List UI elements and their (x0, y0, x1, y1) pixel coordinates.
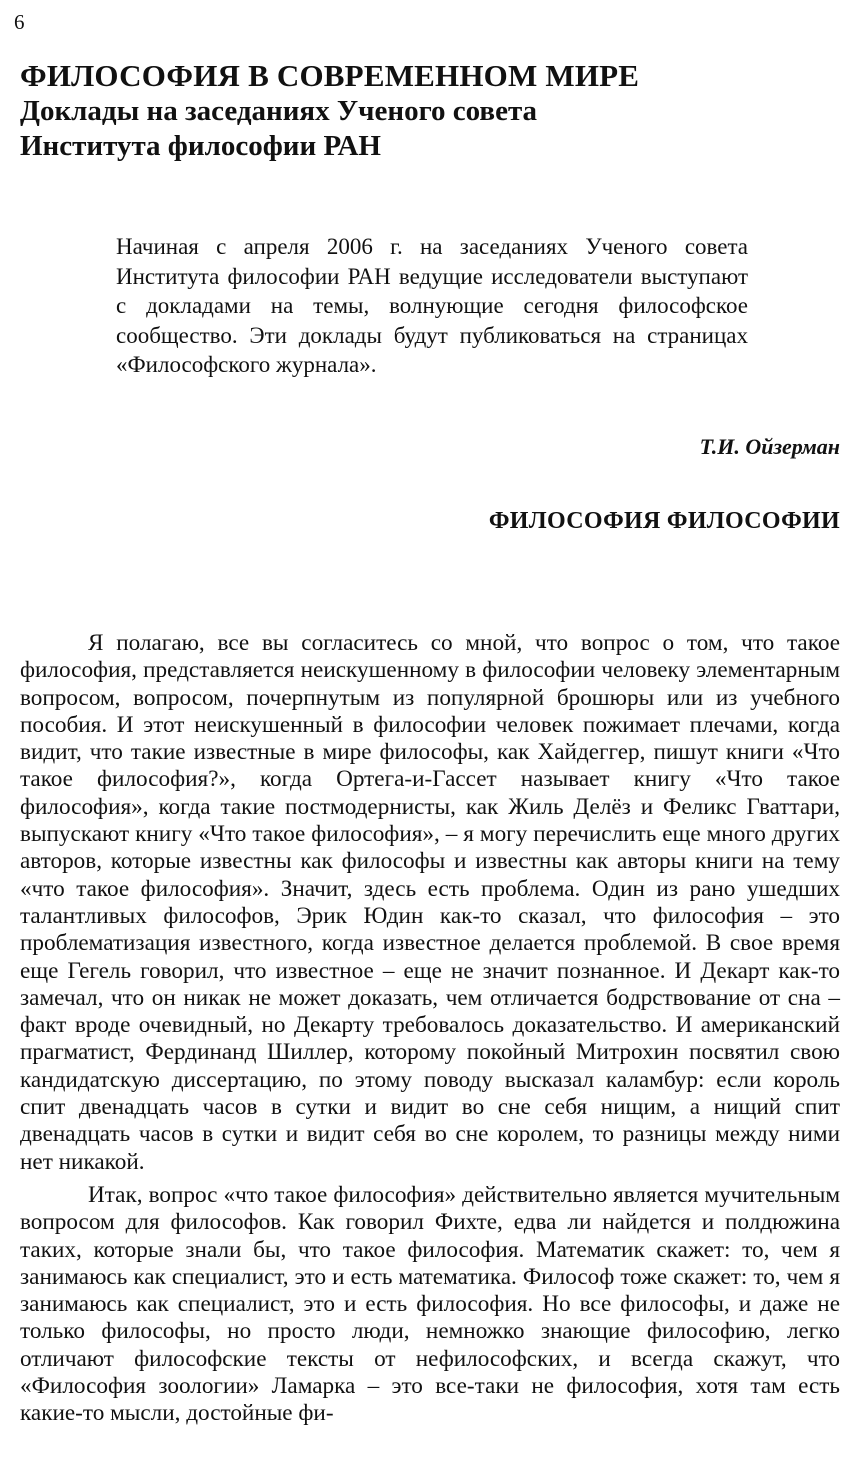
body-paragraph: Итак, вопрос «что такое философия» действительно является мучительным вопросом для философов. Как говорил Фихте, едва ли найдется и полдюжина таких, которые знали бы, что такое философия. Математик скажет: то, чем я занимаюсь как специалист, это и есть математика. Философ тоже скажет: то, чем я занимаюсь как специалист, это и есть философия. Но все философы, и даже не только философы, но просто люди, немножко знающие философию, легко отличают философские тексты от нефилософских, и всегда скажут, что «Философия зоологии» Ламарка – это все-таки не философия, хотя там есть какие-то мысли, достойные фи- (20, 1181, 840, 1427)
article-author: Т.И. Ойзерман (699, 434, 840, 459)
section-title: ФИЛОСОФИЯ В СОВРЕМЕННОМ МИРЕ (20, 58, 640, 93)
body-paragraph: Я полагаю, все вы согласитесь со мной, что вопрос о том, что такое философия, представляется неискушенному в философии человеку элементарным вопросом, вопросом, почерпнутым из популярной брошюры или из учебного пособия. И этот неискушенный в философии человек пожимает плечами, когда видит, что такие известные в мире философы, как Хайдеггер, пишут книги «Что такое философия?», когда Ортега-и-Гассет называет книгу «Что такое философия», когда такие постмодернисты, как Жиль Делёз и Феликс Гваттари, выпускают книгу «Что такое философия», – я могу перечислить еще много других авторов, которые известны как философы и известны как авторы книги на тему «что такое философия». Значит, здесь есть проблема. Один из рано ушедших талантливых философов, Эрик Юдин как-то сказал, что философия – это проблематизация известного, когда известное делается проблемой. В свое время еще Гегель говорил, что известное – еще не значит познанное. И Декарт как-то замечал, что он никак не может доказать, чем отличается бодрствование от сна – факт вроде очевидный, но Декарту требовалось доказательство. И американский прагматист, Фердинанд Шиллер, которому покойный Митрохин посвятил свою кандидатскую диссертацию, по этому поводу высказал каламбур: если король спит двенадцать часов в сутки и видит во сне себя нищим, а нищий спит двенадцать часов в сутки и видит себя во сне королем, то разницы между ними нет никакой. (20, 630, 840, 1175)
section-subtitle-line-1: Доклады на заседаниях Ученого совета (20, 95, 538, 127)
section-header (20, 58, 840, 164)
intro-paragraph: Начиная с апреля 2006 г. на заседаниях Ученого совета Института философии РАН ведущие исследователи выступают с докладами на темы, волнующие сегодня философское сообщество. Эти доклады будут публиковаться на страницах «Философского журнала». (116, 234, 748, 378)
page-number: 6 (14, 10, 25, 34)
article-body (20, 630, 840, 1434)
section-subtitle-line-2: Института философии РАН (20, 130, 381, 162)
article-title: ФИЛОСОФИЯ ФИЛОСОФИИ (488, 508, 840, 534)
intro-note (116, 232, 748, 380)
